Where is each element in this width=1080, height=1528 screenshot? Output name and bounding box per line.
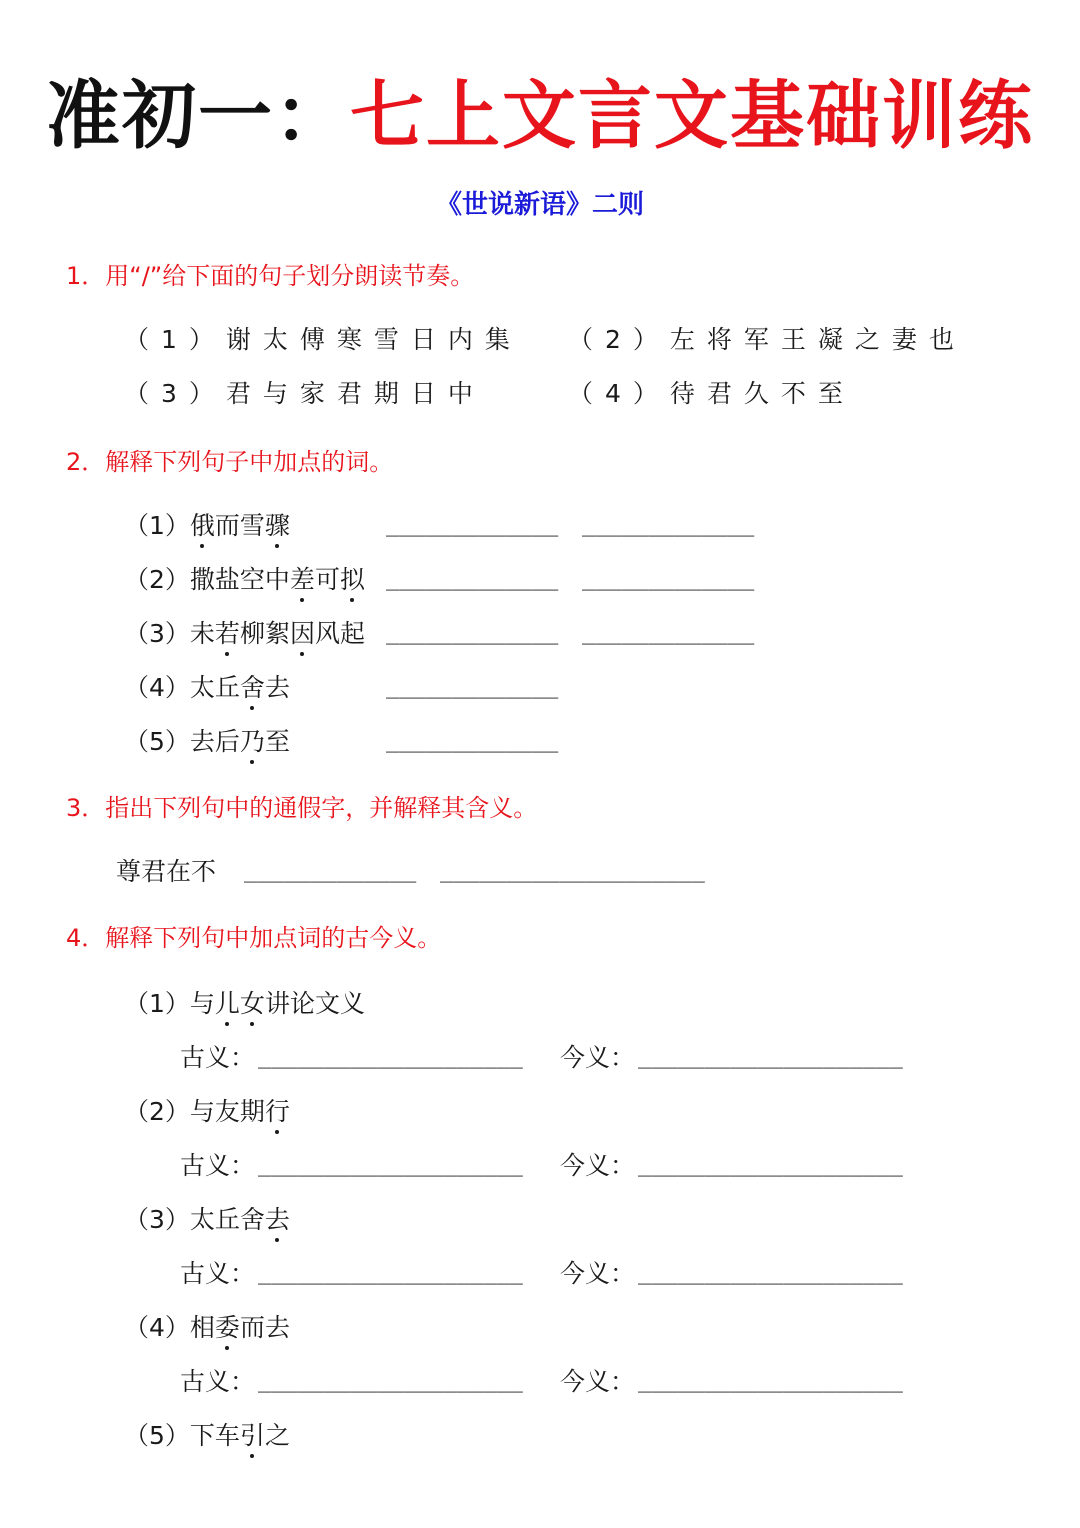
q3-sentence: 尊君在不 (116, 857, 217, 886)
gu-label: 古义： (180, 1367, 256, 1396)
answer-blank[interactable]: _____________ (244, 858, 417, 883)
text: 太丘 (189, 673, 240, 702)
q4-item-4 (124, 1308, 290, 1344)
item-number: （3） (124, 1205, 190, 1234)
dotted-char: 引 (240, 1416, 265, 1452)
q4-item-3 (124, 1200, 290, 1236)
answer-blank[interactable]: ____________________ (440, 858, 705, 883)
item-number: （5） (124, 1421, 190, 1450)
title-main: 七上文言文基础训练 (350, 73, 1034, 159)
dotted-char: 去 (265, 1200, 290, 1236)
q2-item-3 (124, 614, 365, 650)
page-title (0, 66, 1080, 166)
text: 柳絮 (239, 619, 290, 648)
dotted-char: 儿 (215, 984, 240, 1020)
item-number: （2） (124, 565, 190, 594)
dotted-char: 女 (240, 984, 265, 1020)
jin-label: 今义： (560, 1151, 636, 1180)
jin-label: 今义： (560, 1043, 636, 1072)
dotted-char: 委 (215, 1308, 240, 1344)
subtitle: 《世说新语》二则 (435, 190, 644, 220)
q4-item-1 (124, 984, 365, 1020)
dotted-char: 俄 (190, 506, 215, 542)
text: 至 (264, 727, 290, 756)
text: 之 (264, 1421, 290, 1450)
text: 可 (314, 565, 340, 594)
answer-blank[interactable]: _____________ (582, 566, 755, 591)
answer-blank[interactable]: _____________ (386, 566, 559, 591)
item-number: （1） (124, 511, 190, 540)
item-number: （1） (124, 989, 190, 1018)
question-2-heading: 2．解释下列句子中加点的词。 (66, 448, 394, 476)
text: 风起 (314, 619, 365, 648)
q1-item-4: （4）待君久不至 (568, 379, 855, 408)
jin-label: 今义： (560, 1259, 636, 1288)
gu-label: 古义： (180, 1151, 256, 1180)
dotted-char: 拟 (340, 560, 365, 596)
jin-blank[interactable]: ____________________ (638, 1368, 903, 1393)
question-4-heading: 4．解释下列句中加点词的古今义。 (66, 924, 442, 952)
answer-blank[interactable]: _____________ (386, 620, 559, 645)
answer-blank[interactable]: _____________ (582, 620, 755, 645)
text: 去 (264, 673, 290, 702)
text: 讲论文义 (264, 989, 365, 1018)
item-number: （5） (124, 727, 190, 756)
dotted-char: 差 (290, 560, 315, 596)
q4-item-2 (124, 1092, 290, 1128)
dotted-char: 行 (265, 1092, 290, 1128)
text: 太丘舍 (189, 1205, 265, 1234)
text: 去后 (189, 727, 240, 756)
question-3-heading: 3．指出下列句中的通假字，并解释其含义。 (66, 794, 538, 822)
gu-blank[interactable]: ____________________ (258, 1368, 523, 1393)
q1-item-2: （2）左将军王凝之妻也 (568, 325, 966, 354)
jin-blank[interactable]: ____________________ (638, 1152, 903, 1177)
answer-blank[interactable]: _____________ (386, 728, 559, 753)
text: 与友期 (189, 1097, 265, 1126)
item-number: （2） (124, 1097, 190, 1126)
dotted-char: 骤 (265, 506, 290, 542)
text: 未 (189, 619, 215, 648)
text: 而雪 (214, 511, 265, 540)
answer-blank[interactable]: _____________ (582, 512, 755, 537)
q1-item-3: （3）君与家君期日中 (124, 379, 485, 408)
gu-label: 古义： (180, 1043, 256, 1072)
dotted-char: 舍 (240, 668, 265, 704)
item-number: （4） (124, 1313, 190, 1342)
question-1-heading: 1．用“/”给下面的句子划分朗读节奏。 (66, 262, 475, 290)
q2-item-1 (124, 506, 290, 542)
dotted-char: 因 (290, 614, 315, 650)
text: 而去 (239, 1313, 290, 1342)
jin-blank[interactable]: ____________________ (638, 1044, 903, 1069)
title-prefix: 准初一： (46, 73, 350, 159)
gu-blank[interactable]: ____________________ (258, 1044, 523, 1069)
dotted-char: 若 (215, 614, 240, 650)
jin-blank[interactable]: ____________________ (638, 1260, 903, 1285)
jin-label: 今义： (560, 1367, 636, 1396)
item-number: （4） (124, 673, 190, 702)
q2-item-5 (124, 722, 290, 758)
q2-item-2 (124, 560, 365, 596)
dotted-char: 乃 (240, 722, 265, 758)
q1-item-1: （1）谢太傅寒雪日内集 (124, 325, 522, 354)
gu-blank[interactable]: ____________________ (258, 1152, 523, 1177)
gu-blank[interactable]: ____________________ (258, 1260, 523, 1285)
text: 下车 (189, 1421, 240, 1450)
q2-item-4 (124, 668, 290, 704)
answer-blank[interactable]: _____________ (386, 512, 559, 537)
text: 撒盐空中 (189, 565, 290, 594)
text: 相 (189, 1313, 215, 1342)
q4-item-5 (124, 1416, 290, 1452)
answer-blank[interactable]: _____________ (386, 674, 559, 699)
text: 与 (189, 989, 215, 1018)
gu-label: 古义： (180, 1259, 256, 1288)
item-number: （3） (124, 619, 190, 648)
